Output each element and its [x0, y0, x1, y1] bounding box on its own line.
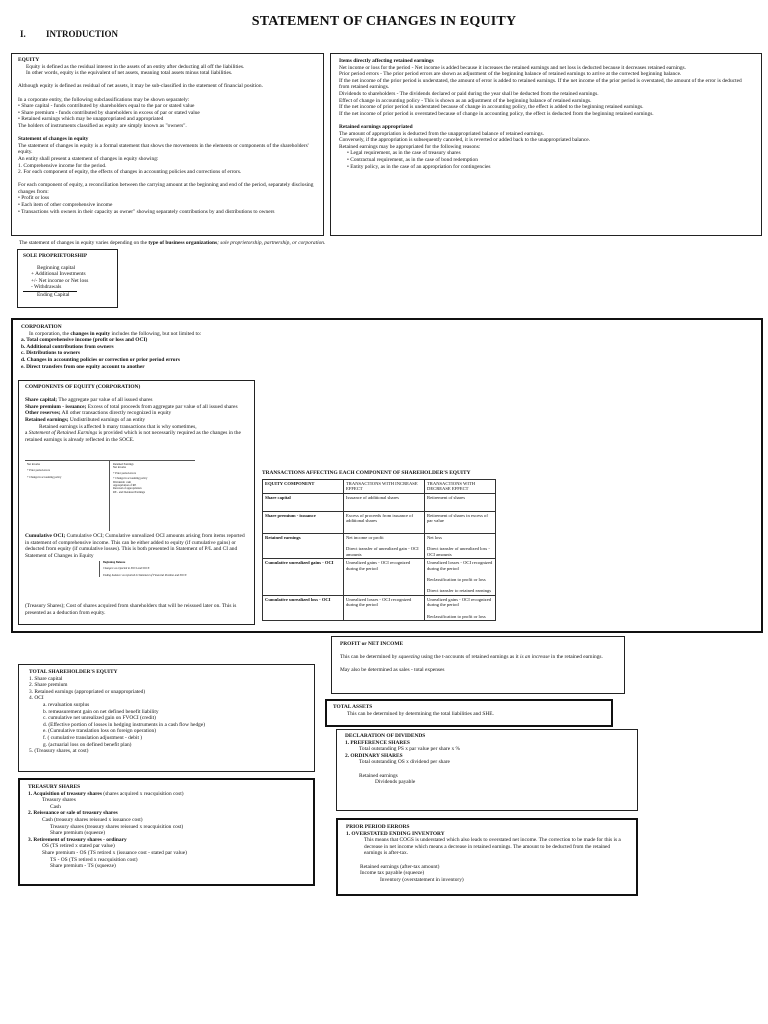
- component-line: Retained earnings is affected b many transactions that is why sometimes,: [39, 423, 197, 430]
- retained-line: Conversely, if the appropriation is subsequently canceled, it is reverted or added back to the unappropriated balance.: [339, 137, 590, 144]
- components-heading: COMPONENTS OF EQUITY (CORPORATION): [25, 384, 141, 390]
- table-cell: Cumulative unrealized gains - OCI: [263, 559, 344, 596]
- equity-heading: EQUITY: [18, 57, 40, 63]
- profit-line: [340, 654, 616, 661]
- mini-right-line: Net income: [113, 466, 126, 470]
- she-line: g. (actuarial loss on defined benefit plan): [43, 741, 132, 748]
- corporation-item: c. Distributions to owners: [21, 350, 80, 357]
- table-row: [263, 533, 496, 558]
- dividends-line: Total outstanding OS x dividend per share: [359, 759, 450, 766]
- treasury-heading: TREASURY SHARES: [28, 784, 81, 790]
- treasury-line: Share premium - TS (squeeze): [50, 863, 116, 870]
- mini-left-line: + Change in accounting policy: [27, 475, 62, 479]
- she-line: 5. (Treasury shares, at cost): [29, 748, 89, 755]
- table-cell: Share premium - issuance: [263, 511, 344, 533]
- profit-line: May also be determined as sales - total expenses: [340, 667, 445, 674]
- treasury-line: 1. Acquisition of treasury shares (shares acquired x reacquisition cost): [28, 790, 184, 797]
- dividends-heading: DECLARATION OF DIVIDENDS: [345, 733, 426, 739]
- sole-line: + Additional Investments: [31, 271, 86, 278]
- equity-line: [18, 130, 317, 137]
- transactions-heading: TRANSACTIONS AFFECTING EACH COMPONENT OF SHAREHOLDER'S EQUITY: [262, 470, 471, 476]
- mini-left-line: + Prior period errors: [27, 469, 50, 473]
- section-heading: [20, 29, 118, 39]
- oci-paragraph: [25, 533, 247, 559]
- total-assets-heading: TOTAL ASSETS: [333, 704, 373, 710]
- component-line: Retained earnings; Undistributed earnings of an entity: [25, 416, 146, 423]
- dividends-line: 2. ORDINARY SHARES: [345, 752, 403, 759]
- dividends-line: Dividends payable: [375, 779, 416, 786]
- retained-earnings-mini-table: [25, 460, 195, 531]
- treasury-line: 2. Reissuance or sale of treasury shares: [28, 810, 118, 817]
- treasury-line: Treasury shares (treasury shares reissued x reacquisition cost): [50, 823, 184, 830]
- equity-line: The holders of instruments classified as equity are simply known as "owners".: [18, 122, 187, 129]
- transactions-section: [262, 470, 496, 621]
- retained-line: • Contractual requirement, as in the case of bond redemption: [347, 156, 478, 163]
- retained-line: Dividends to shareholders - The dividends declared or paid during the year shall be deducted from the retained earnings.: [339, 90, 599, 97]
- prior-line: Inventory (overstatement in inventory): [380, 876, 464, 883]
- mini-right-line: + Prior period errors: [113, 471, 136, 475]
- table-header-row: [263, 479, 496, 493]
- retained-line: • Legal requirement, as in the case of treasury shares: [347, 150, 461, 157]
- treasury-paragraph: [25, 603, 247, 616]
- equity-box: [11, 53, 324, 236]
- retained-line: • Entity policy, as in the case of an appropriation for contingencies: [347, 163, 491, 170]
- table-cell: Share capital: [263, 493, 344, 511]
- she-line: 4. OCI: [29, 695, 44, 702]
- mini-right-line: Appropriation of RE: [113, 484, 137, 488]
- dividends-line: Retained earnings: [359, 772, 398, 779]
- sole-line: Beginning capital: [37, 264, 76, 271]
- prior-line: Retained earnings (after-tax amount): [360, 863, 440, 870]
- she-line: e. (Cumulative translation loss on foreign operation): [43, 728, 157, 735]
- table-cell: Unrealized gains - OCI recognized during the period: [344, 559, 425, 596]
- equity-line: 1. Comprehensive income for the period.: [18, 162, 107, 169]
- oci-text: Cumulative OCI; Cumulative OCI; Cumulative unrealized OCI amounts arising from items reported in statement of comprehensive income. This can be either added to equity (if cumulative gains) or deducted from equity (if cumulative losses). This is both presented in Statement of P/L and CI and Statement of Changes in Equity: [25, 533, 245, 559]
- table-row: [263, 559, 496, 596]
- retained-line: Effect of change in accounting policy - This is shown as an adjustment of the beginning balance of retained earnings.: [339, 97, 592, 104]
- component-line: Share premium - issuance; Excess of total proceeds from aggregate par value of all issued shares: [25, 403, 238, 410]
- treasury-line: Share premium (squeeze): [50, 830, 106, 837]
- equity-line: • Each item of other comprehensive income: [18, 202, 113, 209]
- table-cell: Retained earnings: [263, 533, 344, 558]
- section-label: INTRODUCTION: [46, 29, 119, 39]
- retained-earnings-box: [330, 53, 762, 236]
- page-title: STATEMENT OF CHANGES IN EQUITY: [251, 14, 517, 29]
- retained-line: If the net income of prior period is understated because of change in accounting policy, the effect is added to the beginning retained earnings.: [339, 104, 644, 111]
- she-line: 3. Retained earnings (appropriated or unappropriated): [29, 688, 146, 695]
- table-cell: Unrealized gains - OCI recognized during the period Reclassification to profit or loss: [425, 595, 496, 620]
- treasury-line: Cash (treasury shares reissued x issuance cost): [42, 816, 143, 823]
- treasury-line: Share premium - OS (TS retired x (issuance cost - stated par value): [42, 849, 187, 856]
- profit-text-d: is an increase: [519, 654, 550, 661]
- table-header-cell: TRANSACTIONS WITH INCREASE EFFECT: [344, 479, 425, 493]
- components-box: [18, 380, 255, 625]
- prior-period-box: [336, 818, 638, 896]
- mini-left: [27, 463, 105, 479]
- component-line: a Statement of Retained Earnings is provided which is not necessarily required as the changes in the retained earnings is already reflected in the SOCE.: [25, 430, 241, 443]
- table-cell: Net income or profit Direct transfer of unrealized gain - OCI amounts: [344, 533, 425, 558]
- equity-line: [18, 90, 317, 97]
- soce-heading: Statement of changes in equity: [18, 136, 89, 143]
- appropriated-heading: Retained earnings appropriated: [339, 123, 413, 130]
- table-cell: Cumulative unrealized loss - OCI: [263, 595, 344, 620]
- varies-text-b: type of business organizations: [148, 240, 218, 246]
- retained-line: If the net income of prior period is overstated because of change in accounting policy, the effect is deducted from the beginning retained earnings.: [339, 110, 654, 117]
- table-cell: Excess of proceeds from issuance of additional shares: [344, 511, 425, 533]
- table-cell: Unrealized losses - OCI recognized during the period: [344, 595, 425, 620]
- t-account-divider: [109, 461, 110, 531]
- equity-line: 2. For each component of equity, the effects of changes in accounting policies and corrections of errors.: [18, 169, 242, 176]
- equity-box-content: [18, 57, 317, 215]
- corporation-intro-c: includes the following, but not limited to:: [110, 330, 202, 337]
- prior-paragraph: This means that COGS is understated which also leads to overstated net income. The correction to be made for this is a decrease in net income which means a decrease in retained earnings. The amount to be deducted from the retained earnings is after-tax.: [364, 837, 621, 857]
- varies-line: [19, 240, 719, 247]
- oci-body: Cumulative OCI; Cumulative unrealized OCI amounts arising from items reported in statement of comprehensive income. This can be either added to equity (if cumulative gains) or deducted from equity (if cumulative losses). This is both presented in Statement of P/L and CI and Statement of Changes in Equity: [25, 533, 245, 559]
- component-line: Other reserves; All other transactions directly recognized in equity: [25, 410, 172, 417]
- mini-right-line: RE - end: Retained Earnings: [113, 490, 146, 494]
- equity-line: For each component of equity, a reconciliation between the carrying amount at the beginning and end of the period, separately disclosing changes from:: [18, 182, 314, 195]
- equity-line: An entity shall present a statement of changes in equity showing:: [18, 155, 159, 162]
- she-heading: TOTAL SHAREHOLDER'S EQUITY: [29, 669, 118, 675]
- sole-heading: SOLE PROPRIETORSHIP: [23, 253, 88, 259]
- table-cell: Retirement of shares: [425, 493, 496, 511]
- dividends-line: Total outstanding PS x par value per share x %: [359, 746, 460, 753]
- shareholders-equity-box: [18, 664, 315, 772]
- sole-line: - Withdrawals: [23, 284, 77, 292]
- profit-box: [331, 636, 625, 694]
- equity-line: • Profit or loss: [18, 195, 50, 202]
- profit-text-b: squeezing: [398, 654, 420, 661]
- she-line: d. (Effective portion of losses in hedging instruments in a cash flow hedge): [43, 721, 206, 728]
- she-line: c. cumulative net unrealized gain on FVOCI (credit): [43, 715, 156, 722]
- total-assets-line: This can be determined by determining the total liabilities and SHE.: [347, 710, 494, 717]
- retained-box-content: [339, 58, 753, 170]
- prior-heading: PRIOR PERIOD ERRORS: [346, 824, 410, 830]
- table-row: [263, 511, 496, 533]
- section-number: I.: [20, 29, 26, 39]
- dividends-line: 1. PREFERENCE SHARES: [345, 739, 410, 746]
- mini-right-line: Dividends: cash: [113, 480, 131, 484]
- mini-right-line: Retained Earnings: [113, 463, 134, 466]
- equity-line: The statement of changes in equity is a formal statement that shows the movements in the elements or components of the shareholders' equity.: [18, 142, 309, 156]
- treasury-shares-box: [18, 778, 315, 886]
- corporation-intro-b: changes in equity: [70, 330, 111, 337]
- table-row: [263, 595, 496, 620]
- treasury-text: (Treasury Shares); Cost of shares acquired from shareholders that will be reissued later on. This is presented as a deduction from equity.: [25, 603, 237, 616]
- treasury-line: TS - OS (TS retired x reacquisition cost): [50, 856, 138, 863]
- equity-line: • Transactions with owners in their capacity as owner" showing separately contributions by and distributions to owners: [18, 208, 275, 215]
- oci-mini-line: Changes: as reported in SOCI and SOCE: [103, 567, 150, 571]
- oci-mini-line: Ending balance: as reported in Statement of Financial Position and SOCE: [103, 573, 187, 577]
- equity-line: Equity is defined as the residual interest in the assets of an entity after deducting all off the liabilities.: [26, 63, 245, 70]
- varies-text-c: ; sole proprietorship, partnership, or corporation.: [217, 240, 326, 246]
- she-line: a. revaluation surplus: [43, 701, 90, 708]
- corporation-heading: CORPORATION: [21, 324, 62, 330]
- oci-mini-table: [99, 561, 203, 577]
- table-cell: Issuance of additional shares: [344, 493, 425, 511]
- treasury-line: Cash: [50, 803, 61, 810]
- she-line: f. ( cumulative translation adjustment - debit ): [43, 734, 143, 741]
- retained-line: Retained earnings may be appropriated for the following reasons:: [339, 143, 481, 150]
- prior-sub: 1. OVERSTATED ENDING INVENTORY: [346, 830, 445, 837]
- she-line: b. remeasurement gain on net defined benefit liability: [43, 708, 159, 715]
- mini-right-line: Reversal of appropriation: [113, 487, 142, 491]
- retained-line: The amount of appropriation is deducted from the unappropriated balance of retained earnings.: [339, 130, 544, 137]
- retained-line: Prior period errors - The prior period errors are shown as adjustment of the beginning balance of retained earnings to arrive at the corrected beginning balance.: [339, 71, 682, 78]
- mini-right-line: + Change in accounting policy: [113, 477, 148, 481]
- corporation-item: b. Additional contributions from owners: [21, 343, 114, 350]
- equity-line: • Share premium - funds contributed by shareholders in excess of par or stated value: [18, 109, 200, 116]
- treasury-line: Treasury shares: [42, 797, 76, 804]
- prior-line: Income tax payable (squeeze): [360, 870, 425, 877]
- table-header-cell: TRANSACTIONS WITH DECREASE EFFECT: [425, 479, 496, 493]
- profit-text-a: This can be determined by: [340, 654, 399, 661]
- equity-line: Although equity is defined as residual of net assets, it may be sub-classified in the statement of financial position.: [18, 83, 263, 90]
- retained-line: Net income or loss for the period - Net income is added because it increases the retained earnings and net loss is deducted because it decreases retained earnings.: [339, 64, 686, 71]
- equity-line: • Share capital - funds contributed by shareholders equal to the par or stated value: [18, 103, 195, 110]
- equity-line: In other words, equity is the equivalent of net assets, meaning total assets minus total liabilities.: [26, 70, 233, 77]
- she-line: 1. Share capital: [29, 675, 63, 682]
- retained-line: [339, 117, 753, 124]
- mini-right: [113, 463, 193, 494]
- she-line: 2. Share premium: [29, 682, 68, 689]
- equity-line: • Retained earnings which may be unappropriated and appropriated: [18, 116, 164, 123]
- profit-text-e: in the retained earnings.: [549, 654, 603, 661]
- retained-line: If the net income of the prior period is understated, the amount of error is added to retained earnings. If the net income of the prior period is overstated, the amount of the error is deducted from retained earnings.: [339, 77, 742, 91]
- profit-heading: PROFIT or NET INCOME: [340, 641, 404, 647]
- table-cell: Retirement of shares in excess of par value: [425, 511, 496, 533]
- profit-text-c: using the t-accounts of retained earnings as it: [419, 654, 520, 661]
- treasury-line: OS (TS retired x stated par value): [42, 843, 115, 850]
- treasury-line: 3. Retirement of treasury shares - ordinary: [28, 836, 127, 843]
- corporation-item: e. Direct transfers from one equity account to another: [21, 363, 145, 370]
- sole-line: +/- Net income or Net loss: [31, 277, 89, 284]
- corporation-intro-a: In corporation, the: [29, 330, 71, 337]
- equity-line: In a corporate entity, the following subclassifications may be shown separately:: [18, 96, 190, 103]
- total-assets-box: [325, 699, 613, 727]
- mini-left-line: Net income: [27, 463, 40, 466]
- retained-heading: Items directly affecting retained earnings: [339, 58, 434, 64]
- varies-text-a: The statement of changes in equity varies depending on the: [19, 240, 149, 246]
- transactions-table: [262, 479, 496, 622]
- table-header-cell: EQUITY COMPONENT: [263, 479, 344, 493]
- oci-mini-line: Beginning Balance: [103, 561, 126, 564]
- corporation-item: a. Total comprehensive income (profit or loss and OCI): [21, 337, 148, 344]
- table-row: [263, 493, 496, 511]
- sole-proprietorship-box: [17, 249, 118, 308]
- corporation-item: d. Changes in accounting policies or correction or prior period errors: [21, 356, 180, 363]
- sole-line: Ending Capital: [37, 291, 70, 298]
- table-cell: Unrealized losses - OCI recognized during the period Reclassification to profit or loss Direct transfer to retained earnings: [425, 559, 496, 596]
- dividends-box: [336, 729, 638, 811]
- component-line: Share capital; The aggregate par value of all issued shares: [25, 397, 153, 404]
- table-cell: Net loss Direct transfer of unrealized loss - OCI amounts: [425, 533, 496, 558]
